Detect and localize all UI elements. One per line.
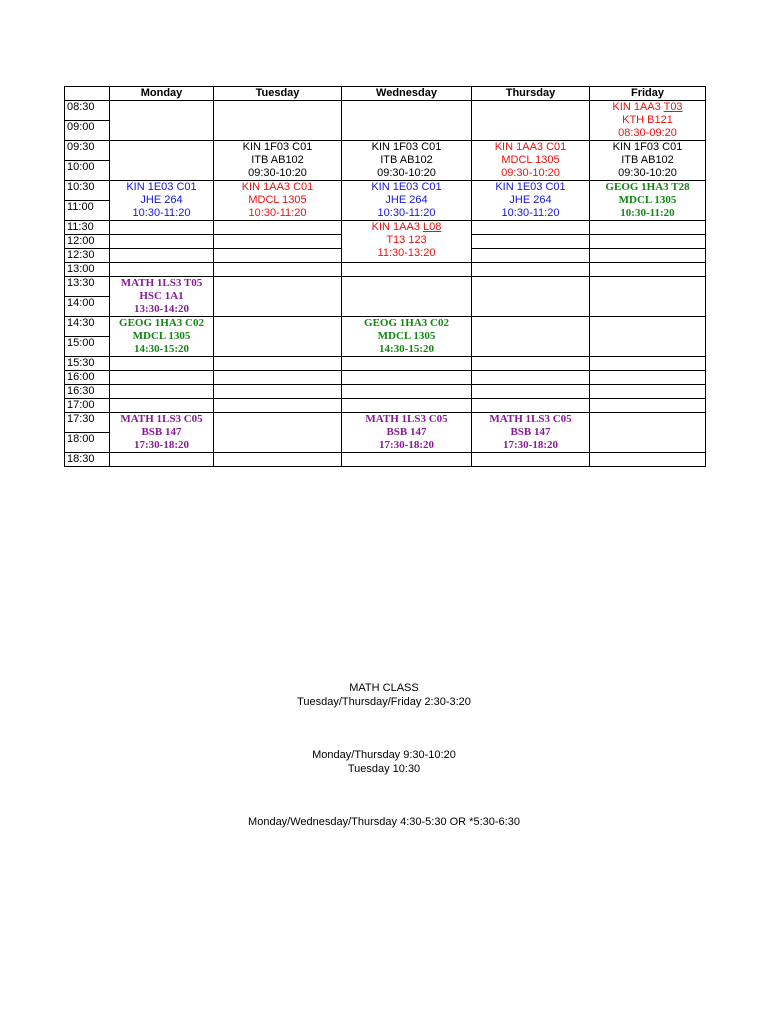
empty-slot <box>472 297 590 317</box>
empty-slot <box>110 221 214 235</box>
notes-heading: MATH CLASS <box>349 682 419 694</box>
room-location: MDCL 1305 <box>501 154 560 166</box>
time-label: 10:30 <box>65 181 110 201</box>
schedule-table <box>64 86 706 467</box>
empty-slot <box>214 317 342 337</box>
class-block <box>214 181 342 221</box>
time-range: 11:30-13:20 <box>377 247 436 259</box>
empty-slot <box>472 221 590 235</box>
empty-slot <box>214 357 342 371</box>
empty-slot <box>342 399 472 413</box>
empty-slot <box>110 453 214 467</box>
notes-line: Tuesday 10:30 <box>347 763 421 775</box>
notes-line: Tuesday/Thursday/Friday 2:30-3:20 <box>297 696 471 708</box>
empty-slot <box>472 371 590 385</box>
empty-slot <box>590 317 706 337</box>
time-range: 09:30-10:20 <box>618 167 677 179</box>
empty-slot <box>590 385 706 399</box>
time-row <box>65 453 706 467</box>
time-row <box>65 371 706 385</box>
time-row <box>65 221 706 235</box>
class-block <box>590 101 706 141</box>
empty-slot <box>214 453 342 467</box>
empty-slot <box>110 141 214 161</box>
empty-slot <box>214 249 342 263</box>
class-info <box>590 181 705 220</box>
room-location: JHE 264 <box>140 194 183 206</box>
time-label: 16:30 <box>65 385 110 399</box>
course-code: KIN 1F03 C01 <box>371 141 442 153</box>
empty-slot <box>590 413 706 433</box>
empty-slot <box>342 121 472 141</box>
time-range: 10:30-11:20 <box>248 207 307 219</box>
class-block <box>110 413 214 453</box>
empty-slot <box>214 235 342 249</box>
time-label: 17:00 <box>65 399 110 413</box>
time-label: 18:30 <box>65 453 110 467</box>
class-block <box>590 141 706 181</box>
day-header-thu: Thursday <box>472 87 590 101</box>
course-name: KIN 1AA3 <box>371 221 423 233</box>
course-code: KIN 1F03 C01 <box>612 141 683 153</box>
empty-slot <box>472 249 590 263</box>
room-location: MDCL 1305 <box>618 194 677 206</box>
empty-slot <box>110 101 214 121</box>
time-label: 15:30 <box>65 357 110 371</box>
time-range: 17:30-18:20 <box>134 439 189 451</box>
class-info <box>214 181 341 220</box>
class-block <box>342 317 472 357</box>
empty-slot <box>214 399 342 413</box>
course-code: GEOG 1HA3 T28 <box>605 181 690 193</box>
corner-cell <box>65 87 110 101</box>
day-header-fri: Friday <box>590 87 706 101</box>
notes-block-3 <box>0 815 768 829</box>
class-info <box>342 221 471 260</box>
class-block <box>110 317 214 357</box>
empty-slot <box>110 121 214 141</box>
room-location: BSB 147 <box>141 426 182 438</box>
empty-slot <box>472 385 590 399</box>
empty-slot <box>472 263 590 277</box>
empty-slot <box>472 317 590 337</box>
room-location: MDCL 1305 <box>132 330 191 342</box>
time-row <box>65 357 706 371</box>
empty-slot <box>342 453 472 467</box>
empty-slot <box>342 101 472 121</box>
class-block <box>342 413 472 453</box>
course-code <box>342 221 471 234</box>
class-block <box>110 277 214 317</box>
course-code: MATH 1LS3 C05 <box>120 413 203 425</box>
time-row <box>65 277 706 297</box>
class-block <box>110 181 214 221</box>
section-code: T03 <box>663 101 683 113</box>
notes-block-1 <box>0 681 768 709</box>
time-row <box>65 181 706 201</box>
empty-slot <box>590 433 706 453</box>
class-block <box>342 221 472 263</box>
time-label: 10:00 <box>65 161 110 181</box>
time-range: 09:30-10:20 <box>248 167 307 179</box>
course-code: GEOG 1HA3 C02 <box>364 317 449 329</box>
notes-line: Monday/Wednesday/Thursday 4:30-5:30 OR *5:30-6:30 <box>248 816 520 828</box>
empty-slot <box>472 121 590 141</box>
room-location: BSB 147 <box>510 426 551 438</box>
time-label: 17:30 <box>65 413 110 433</box>
course-name: KIN 1AA3 <box>612 101 664 113</box>
course-code: MATH 1LS3 C05 <box>489 413 572 425</box>
time-label: 12:30 <box>65 249 110 263</box>
class-info <box>214 141 341 180</box>
empty-slot <box>214 337 342 357</box>
class-info <box>342 141 471 180</box>
room-location: BSB 147 <box>386 426 427 438</box>
empty-slot <box>472 453 590 467</box>
class-block <box>472 141 590 181</box>
empty-slot <box>214 297 342 317</box>
time-label: 12:00 <box>65 235 110 249</box>
time-label: 09:00 <box>65 121 110 141</box>
class-info <box>342 317 471 356</box>
class-info <box>342 181 471 220</box>
time-range: 09:30-10:20 <box>501 167 560 179</box>
empty-slot <box>472 277 590 297</box>
time-label: 13:00 <box>65 263 110 277</box>
time-label: 15:00 <box>65 337 110 357</box>
empty-slot <box>110 385 214 399</box>
time-row <box>65 385 706 399</box>
room-location: KTH B121 <box>622 114 673 126</box>
time-range: 14:30-15:20 <box>134 343 189 355</box>
time-row <box>65 399 706 413</box>
time-label: 08:30 <box>65 101 110 121</box>
time-range: 13:30-14:20 <box>134 303 189 315</box>
empty-slot <box>214 371 342 385</box>
empty-slot <box>590 297 706 317</box>
room-location: ITB AB102 <box>251 154 304 166</box>
empty-slot <box>342 263 472 277</box>
course-code: KIN 1F03 C01 <box>242 141 313 153</box>
room-location: ITB AB102 <box>380 154 433 166</box>
empty-slot <box>110 357 214 371</box>
time-label: 11:00 <box>65 201 110 221</box>
room-location: JHE 264 <box>385 194 428 206</box>
empty-slot <box>214 277 342 297</box>
time-range: 14:30-15:20 <box>379 343 434 355</box>
time-label: 14:00 <box>65 297 110 317</box>
time-range: 17:30-18:20 <box>503 439 558 451</box>
class-info <box>472 181 589 220</box>
empty-slot <box>590 277 706 297</box>
empty-slot <box>342 385 472 399</box>
time-range: 09:30-10:20 <box>377 167 436 179</box>
empty-slot <box>110 249 214 263</box>
time-label: 16:00 <box>65 371 110 385</box>
time-label: 13:30 <box>65 277 110 297</box>
empty-slot <box>110 399 214 413</box>
class-info <box>110 277 213 316</box>
time-range: 10:30-11:20 <box>501 207 560 219</box>
notes-block-2 <box>0 748 768 776</box>
class-block <box>342 141 472 181</box>
notes-line: Monday/Thursday 9:30-10:20 <box>312 749 456 761</box>
class-block <box>472 413 590 453</box>
course-code: KIN 1AA3 C01 <box>241 181 314 193</box>
course-code: KIN 1E03 C01 <box>371 181 442 193</box>
time-row <box>65 141 706 161</box>
day-header-wed: Wednesday <box>342 87 472 101</box>
empty-slot <box>342 297 472 317</box>
empty-slot <box>214 221 342 235</box>
empty-slot <box>214 121 342 141</box>
empty-slot <box>472 399 590 413</box>
empty-slot <box>214 101 342 121</box>
empty-slot <box>342 371 472 385</box>
day-header-mon: Monday <box>110 87 214 101</box>
class-info <box>590 141 705 180</box>
class-block <box>214 141 342 181</box>
empty-slot <box>590 399 706 413</box>
course-code: KIN 1E03 C01 <box>126 181 197 193</box>
empty-slot <box>590 357 706 371</box>
room-location: MDCL 1305 <box>377 330 436 342</box>
empty-slot <box>472 101 590 121</box>
class-info <box>110 317 213 356</box>
empty-slot <box>472 235 590 249</box>
class-block <box>472 181 590 221</box>
class-info <box>110 413 213 452</box>
course-code: KIN 1AA3 C01 <box>494 141 567 153</box>
empty-slot <box>472 337 590 357</box>
empty-slot <box>214 385 342 399</box>
time-label: 18:00 <box>65 433 110 453</box>
empty-slot <box>214 433 342 453</box>
course-code: GEOG 1HA3 C02 <box>119 317 204 329</box>
empty-slot <box>214 263 342 277</box>
empty-slot <box>590 337 706 357</box>
empty-slot <box>472 357 590 371</box>
class-block <box>342 181 472 221</box>
empty-slot <box>342 357 472 371</box>
class-info <box>472 413 589 452</box>
empty-slot <box>110 161 214 181</box>
room-location: HSC 1A1 <box>139 290 184 302</box>
day-header-tue: Tuesday <box>214 87 342 101</box>
time-row <box>65 413 706 433</box>
room-location: JHE 264 <box>509 194 552 206</box>
room-location: T13 123 <box>386 234 427 246</box>
empty-slot <box>342 277 472 297</box>
time-label: 11:30 <box>65 221 110 235</box>
empty-slot <box>590 371 706 385</box>
time-label: 14:30 <box>65 317 110 337</box>
time-range: 17:30-18:20 <box>379 439 434 451</box>
empty-slot <box>214 413 342 433</box>
course-code: KIN 1E03 C01 <box>495 181 566 193</box>
class-info <box>110 181 213 220</box>
empty-slot <box>590 221 706 235</box>
empty-slot <box>110 263 214 277</box>
time-row <box>65 263 706 277</box>
empty-slot <box>590 453 706 467</box>
time-label: 09:30 <box>65 141 110 161</box>
class-info <box>472 141 589 180</box>
empty-slot <box>590 263 706 277</box>
room-location: ITB AB102 <box>621 154 674 166</box>
time-range: 10:30-11:20 <box>377 207 436 219</box>
course-code: MATH 1LS3 C05 <box>365 413 448 425</box>
course-code <box>590 101 705 114</box>
course-code: MATH 1LS3 T05 <box>120 277 203 289</box>
time-row <box>65 317 706 337</box>
empty-slot <box>590 249 706 263</box>
empty-slot <box>590 235 706 249</box>
empty-slot <box>110 235 214 249</box>
room-location: MDCL 1305 <box>248 194 307 206</box>
class-info <box>590 101 705 140</box>
time-row <box>65 101 706 121</box>
time-range: 08:30-09:20 <box>618 127 677 139</box>
class-info <box>342 413 471 452</box>
section-code: L08 <box>423 221 442 233</box>
time-range: 10:30-11:20 <box>620 207 675 219</box>
empty-slot <box>110 371 214 385</box>
time-range: 10:30-11:20 <box>132 207 191 219</box>
class-block <box>590 181 706 221</box>
